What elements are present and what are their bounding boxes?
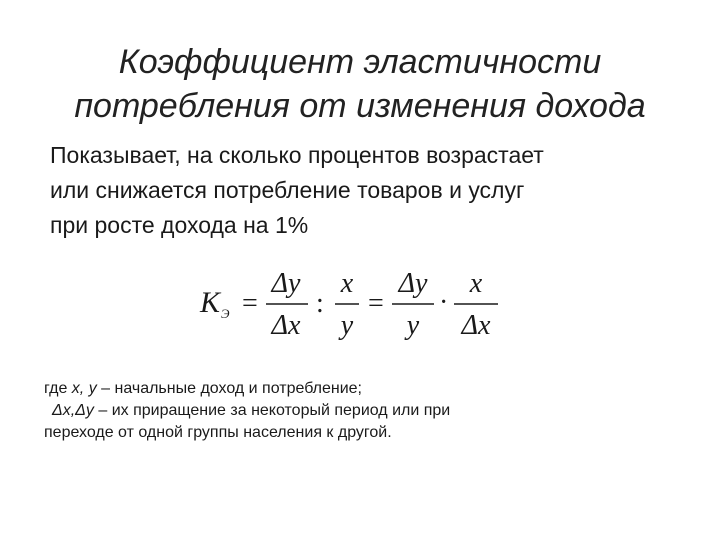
legend-line-1 [44, 378, 644, 400]
fraction-1-denominator: Δx [271, 310, 301, 341]
slide-title [0, 40, 720, 128]
legend-line-1-prefix: где [44, 380, 72, 397]
definition-line-1: Показывает, на сколько процентов возрастает [50, 142, 544, 168]
fraction-3-numerator: Δy [398, 268, 428, 299]
fraction-2-numerator: x [340, 268, 354, 299]
fraction-4-denominator: Δx [461, 310, 491, 341]
fraction-2-denominator: y [340, 310, 354, 341]
formula-colon: : [316, 288, 324, 319]
formula-dot: · [439, 287, 449, 318]
formula-legend [44, 378, 644, 444]
title-line-1: Коэффициент эластичности [118, 43, 602, 81]
definition-line-3: при росте дохода на 1% [50, 212, 309, 238]
formula-equals-2: = [368, 288, 384, 319]
definition-text [50, 138, 680, 243]
legend-line-1-variables: x, y [71, 380, 97, 397]
fraction-3-denominator: y [406, 310, 420, 341]
legend-line-1-text: – начальные доход и потребление; [96, 380, 362, 397]
title-line-2: потребления от изменения дохода [74, 87, 646, 125]
legend-line-2-variables: Δx,Δy [52, 402, 94, 419]
definition-line-2: или снижается потребление товаров и услуг [50, 177, 525, 203]
legend-line-3: переходе от одной группы населения к другой. [44, 424, 392, 441]
formula-k-subscript: Э [221, 306, 230, 321]
legend-line-2 [44, 400, 644, 422]
elasticity-formula [198, 264, 508, 348]
fraction-1-numerator: Δy [271, 268, 301, 299]
formula-k: K [200, 286, 221, 319]
formula-equals-1: = [242, 288, 258, 319]
legend-line-2-text: – их приращение за некоторый период или при [93, 402, 451, 419]
fraction-4-numerator: x [469, 268, 483, 299]
